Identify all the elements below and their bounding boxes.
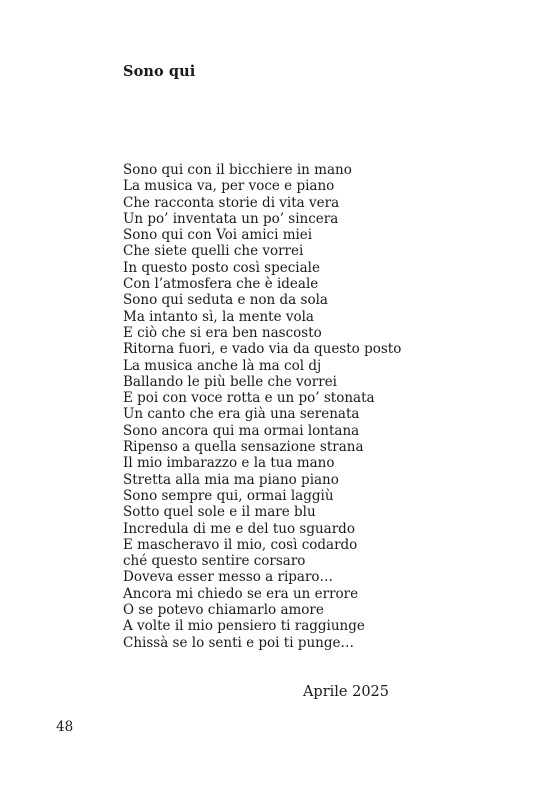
page-number: 48 <box>56 719 74 735</box>
poem-line: Stretta alla mia ma piano piano <box>123 471 339 488</box>
poem-line: Chissà se lo senti e poi ti punge… <box>123 634 354 651</box>
poem-line: Sono qui con il bicchiere in mano <box>123 162 352 178</box>
poem-line: Sono qui con Voi amici miei <box>123 227 313 244</box>
poem-line: Ma intanto sì, la mente vola <box>123 308 314 325</box>
poem-line: Ripenso a quella sensazione strana <box>123 439 364 456</box>
poem-line: A volte il mio pensiero ti raggiunge <box>123 618 365 635</box>
poem-line: Un po’ inventata un po’ sincera <box>123 210 339 227</box>
poem-line: Sono ancora qui ma ormai lontana <box>123 422 360 439</box>
poem-title: Sono qui <box>123 63 196 80</box>
poem-line: In questo posto così speciale <box>123 259 320 276</box>
poem-line: ché questo sentire corsaro <box>123 553 306 570</box>
poem-line: E mascheravo il mio, così codardo <box>123 536 358 553</box>
poem-line: La musica va, per voce e piano <box>123 178 335 195</box>
poem-line: Che racconta storie di vita vera <box>123 194 340 211</box>
poem-line: Doveva esser messo a riparo… <box>123 569 334 586</box>
poem-line: E poi con voce rotta e un po’ stonata <box>123 390 375 407</box>
poem-line: Sono sempre qui, ormai laggiù <box>123 487 334 504</box>
poem-line: Ballando le più belle che vorrei <box>123 373 338 390</box>
poem-line: Sono qui seduta e non da sola <box>123 292 328 309</box>
poem-date: Aprile 2025 <box>302 684 389 700</box>
poem-line: Ritorna fuori, e vado via da questo posto <box>123 341 402 358</box>
poem-line: Il mio imbarazzo e la tua mano <box>123 455 335 472</box>
poem-line: Che siete quelli che vorrei <box>123 243 304 260</box>
poem-body <box>123 162 503 651</box>
poem-line: La musica anche là ma col dj <box>123 357 322 374</box>
poem-line: Un canto che era già una serenata <box>123 406 360 423</box>
poem-line: Con l’atmosfera che è ideale <box>123 276 319 293</box>
poem-line: Incredula di me e del tuo sguardo <box>123 520 355 537</box>
poem-line: E ciò che si era ben nascosto <box>123 324 322 341</box>
poem-line: O se potevo chiamarlo amore <box>123 602 324 619</box>
poem-line: Ancora mi chiedo se era un errore <box>123 585 359 602</box>
poem-line: Sotto quel sole e il mare blu <box>123 504 316 521</box>
